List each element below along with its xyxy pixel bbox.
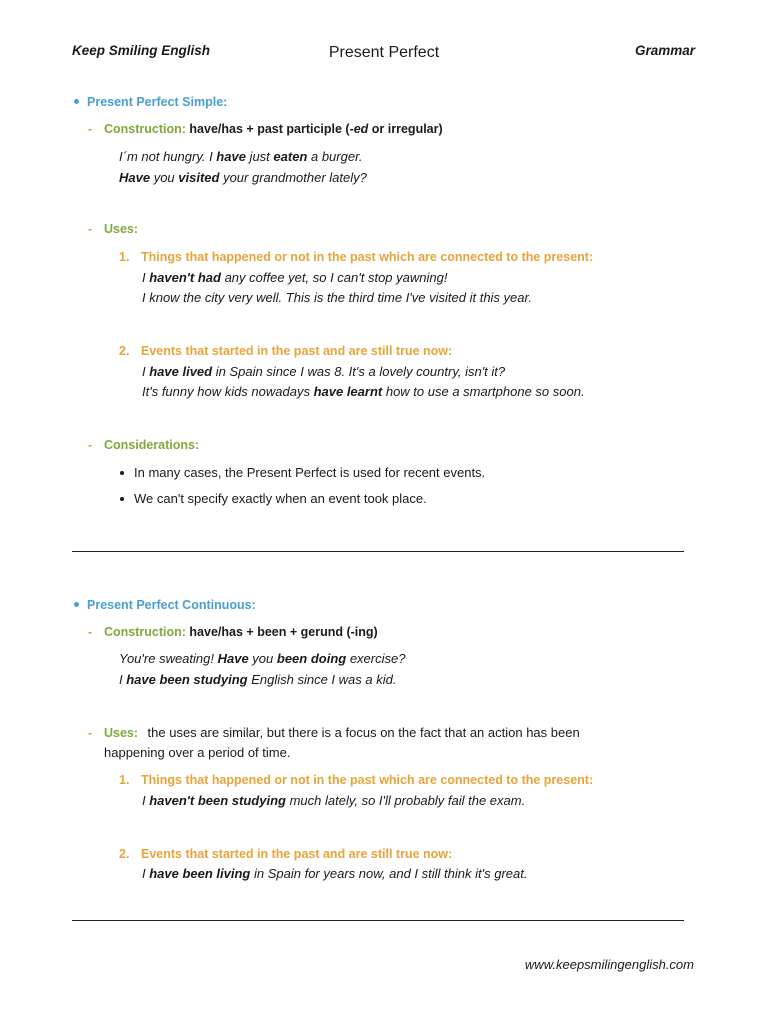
simple-example-1: I´m not hungry. I have just eaten a burger. xyxy=(119,149,363,164)
dash-icon: - xyxy=(88,222,93,236)
simple-use-1-example-2: I know the city very well. This is the third time I've visited it this year. xyxy=(142,290,532,305)
section-title-continuous: Present Perfect Continuous: xyxy=(74,598,256,612)
simple-considerations: - Considerations: xyxy=(88,438,200,452)
continuous-use-2-example: I have been living in Spain for years now, and I still think it's great. xyxy=(142,866,528,881)
category-label: Grammar xyxy=(634,43,695,58)
dash-icon: - xyxy=(88,726,93,740)
consideration-item: In many cases, the Present Perfect is used for recent events. xyxy=(120,465,485,480)
simple-construction: - Construction: have/has + past participle (-ed or irregular) xyxy=(88,122,443,136)
bullet-icon xyxy=(120,471,124,475)
simple-use-2-title: 2. Events that started in the past and are still true now: xyxy=(119,344,453,358)
dash-icon: - xyxy=(88,122,93,136)
continuous-uses-text: happening over a period of time. xyxy=(104,745,291,760)
continuous-example-1: You're sweating! Have you been doing exercise? xyxy=(119,651,406,666)
simple-use-1-title: 1. Things that happened or not in the past which are connected to the present: xyxy=(119,250,594,264)
bullet-icon xyxy=(120,497,124,501)
divider xyxy=(72,920,684,921)
continuous-example-2: I have been studying English since I was a kid. xyxy=(119,672,397,687)
bullet-icon xyxy=(74,602,79,607)
simple-example-2: Have you visited your grandmother lately? xyxy=(119,170,367,185)
section-title-simple: Present Perfect Simple: xyxy=(74,95,227,109)
continuous-use-1-title: 1. Things that happened or not in the past which are connected to the present: xyxy=(119,773,594,787)
dash-icon: - xyxy=(88,438,93,452)
continuous-uses: - Uses: the uses are similar, but there is a focus on the fact that an action has been xyxy=(88,725,580,740)
simple-use-2-example-2: It's funny how kids nowadays have learnt how to use a smartphone so soon. xyxy=(142,384,585,399)
simple-uses: - Uses: xyxy=(88,222,139,236)
consideration-item: We can't specify exactly when an event took place. xyxy=(120,491,427,506)
dash-icon: - xyxy=(88,625,93,639)
continuous-use-2-title: 2. Events that started in the past and are still true now: xyxy=(119,847,453,861)
simple-use-2-example-1: I have lived in Spain since I was 8. It's a lovely country, isn't it? xyxy=(142,364,506,379)
continuous-construction: - Construction: have/has + been + gerund (-ing) xyxy=(88,625,378,639)
page-title: Present Perfect xyxy=(328,44,440,61)
website-link[interactable]: www.keepsmilingenglish.com xyxy=(524,957,694,972)
continuous-use-1-example: I haven't been studying much lately, so I'll probably fail the exam. xyxy=(142,793,526,808)
bullet-icon xyxy=(74,99,79,104)
brand-name: Keep Smiling English xyxy=(72,43,211,58)
simple-use-1-example-1: I haven't had any coffee yet, so I can't stop yawning! xyxy=(142,270,448,285)
divider xyxy=(72,551,684,552)
